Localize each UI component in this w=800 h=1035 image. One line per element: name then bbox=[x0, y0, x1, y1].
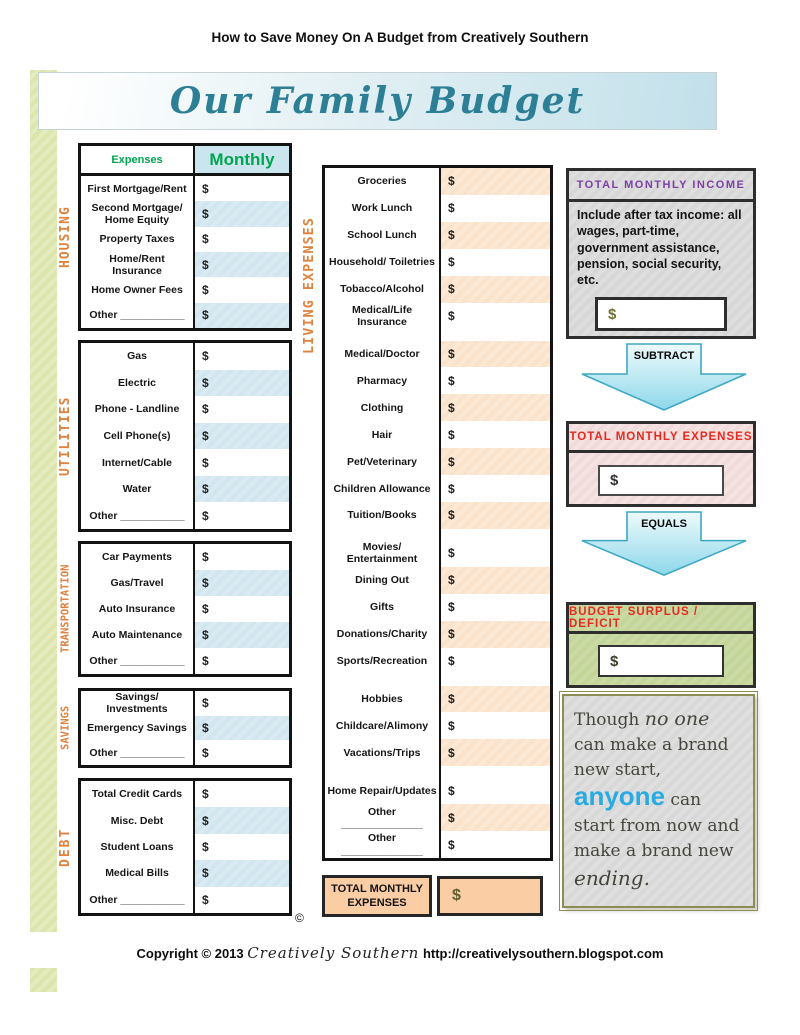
currency-symbol: $ bbox=[448, 745, 455, 760]
expense-row bbox=[81, 544, 289, 570]
amount-cell[interactable] bbox=[439, 621, 550, 648]
section-vertical-label: DEBT bbox=[58, 827, 73, 867]
expense-label: Medical/Life Insurance bbox=[351, 304, 413, 329]
currency-symbol: $ bbox=[202, 787, 209, 802]
quote-highlight-anyone: anyone bbox=[574, 781, 666, 812]
income-box-description: Include after tax income: all wages, part-time, government assistance, pension, social security, etc. bbox=[577, 208, 742, 287]
expense-label: Home Repair/Updates bbox=[327, 784, 437, 797]
currency-symbol: $ bbox=[202, 349, 209, 364]
expense-label: Dining Out bbox=[355, 574, 409, 587]
expense-label: Home Owner Fees bbox=[91, 283, 183, 296]
expense-row bbox=[325, 222, 550, 249]
expense-label: Water bbox=[122, 483, 152, 496]
amount-cell[interactable] bbox=[439, 567, 550, 594]
expense-row bbox=[325, 195, 550, 222]
equals-label: EQUALS bbox=[641, 518, 687, 530]
expense-label: Other ___________ bbox=[89, 654, 185, 667]
expense-row bbox=[325, 648, 550, 675]
amount-cell[interactable] bbox=[193, 502, 289, 529]
amount-cell[interactable] bbox=[193, 596, 289, 622]
expense-label: Tuition/Books bbox=[347, 509, 417, 522]
amount-cell[interactable] bbox=[439, 739, 550, 766]
quote-text: Though bbox=[574, 710, 645, 730]
currency-symbol: $ bbox=[448, 373, 455, 388]
currency-symbol: $ bbox=[448, 783, 455, 798]
subtract-arrow bbox=[579, 343, 749, 413]
expense-label: Cell Phone(s) bbox=[103, 429, 171, 442]
expense-label: Savings/ Investments bbox=[106, 691, 168, 716]
section-vertical-label: TRANSPORTATION bbox=[59, 564, 72, 654]
currency-symbol: $ bbox=[202, 257, 209, 272]
banner bbox=[38, 72, 717, 130]
currency-symbol: $ bbox=[448, 400, 455, 415]
expense-row bbox=[325, 341, 550, 368]
currency-symbol: $ bbox=[202, 181, 209, 196]
expense-row bbox=[81, 303, 289, 328]
expense-row bbox=[81, 622, 289, 648]
expense-row bbox=[81, 834, 289, 860]
expense-row bbox=[81, 860, 289, 886]
expense-row bbox=[325, 448, 550, 475]
expense-label: Pet/Veterinary bbox=[346, 455, 418, 468]
amount-cell[interactable] bbox=[439, 594, 550, 621]
surplus-box-title: BUDGET SURPLUS / DEFICIT bbox=[569, 605, 753, 634]
expense-label: Auto Insurance bbox=[98, 602, 176, 615]
currency-symbol: $ bbox=[202, 813, 209, 828]
expense-label: Property Taxes bbox=[99, 233, 175, 246]
amount-cell[interactable] bbox=[193, 476, 289, 503]
currency-symbol: $ bbox=[610, 472, 619, 489]
expense-row bbox=[325, 594, 550, 621]
expense-row bbox=[325, 804, 550, 831]
currency-symbol: $ bbox=[448, 718, 455, 733]
amount-cell[interactable] bbox=[439, 249, 550, 276]
expense-row bbox=[325, 686, 550, 713]
expense-row bbox=[81, 449, 289, 476]
amount-cell[interactable] bbox=[193, 716, 289, 741]
expense-row bbox=[325, 777, 550, 804]
currency-symbol: $ bbox=[202, 550, 209, 564]
amount-cell[interactable] bbox=[439, 686, 550, 713]
expense-row bbox=[81, 887, 289, 913]
amount-cell[interactable] bbox=[439, 276, 550, 303]
expense-label: Total Credit Cards bbox=[91, 788, 183, 801]
expense-label: Medical Bills bbox=[105, 867, 169, 880]
quote-text-script: ending. bbox=[574, 865, 650, 890]
currency-symbol: $ bbox=[448, 546, 455, 561]
expense-label: Other ___________ bbox=[89, 509, 185, 522]
section-vertical-label: HOUSING bbox=[58, 206, 73, 268]
currency-symbol: $ bbox=[448, 654, 455, 669]
expense-row bbox=[325, 567, 550, 594]
expense-row bbox=[81, 370, 289, 397]
amount-cell[interactable] bbox=[193, 570, 289, 596]
expense-row bbox=[81, 807, 289, 833]
expense-label: Groceries bbox=[357, 175, 407, 188]
currency-symbol: $ bbox=[202, 308, 209, 323]
currency-symbol: $ bbox=[448, 837, 455, 852]
expense-row bbox=[325, 475, 550, 502]
currency-symbol: $ bbox=[448, 691, 455, 706]
amount-cell[interactable] bbox=[439, 831, 550, 858]
expense-row bbox=[81, 476, 289, 503]
expense-row bbox=[81, 781, 289, 807]
expense-label: Pharmacy bbox=[356, 374, 408, 387]
expense-label: Work Lunch bbox=[351, 202, 413, 215]
amount-cell[interactable] bbox=[193, 887, 289, 913]
currency-symbol: $ bbox=[202, 628, 209, 642]
total-monthly-expenses-box bbox=[566, 421, 756, 507]
amount-cell[interactable] bbox=[193, 227, 289, 252]
expense-row bbox=[81, 252, 289, 277]
expense-label: Phone - Landline bbox=[94, 403, 180, 416]
quote-text-script: no one bbox=[644, 708, 710, 730]
group-spacer bbox=[325, 766, 550, 777]
currency-symbol: $ bbox=[448, 309, 455, 324]
currency-symbol: $ bbox=[202, 508, 209, 523]
copyright-line bbox=[0, 944, 800, 962]
expense-label: Second Mortgage/ Home Equity bbox=[91, 201, 183, 226]
amount-cell[interactable] bbox=[193, 176, 289, 201]
currency-symbol: $ bbox=[202, 892, 209, 907]
currency-symbol: $ bbox=[448, 810, 455, 825]
expense-row bbox=[81, 277, 289, 302]
expense-row bbox=[81, 201, 289, 226]
amount-cell[interactable] bbox=[193, 860, 289, 886]
currency-symbol: $ bbox=[202, 482, 209, 497]
amount-cell[interactable] bbox=[193, 622, 289, 648]
expenses-box-title: TOTAL MONTHLY EXPENSES bbox=[569, 424, 753, 453]
group-spacer bbox=[325, 330, 550, 341]
surplus-amount-field[interactable] bbox=[598, 645, 724, 677]
expense-row bbox=[81, 343, 289, 370]
expense-row bbox=[81, 691, 289, 716]
expense-row bbox=[81, 227, 289, 252]
expense-table bbox=[78, 778, 292, 916]
expense-label: Sports/Recreation bbox=[336, 655, 428, 668]
currency-symbol: $ bbox=[448, 600, 455, 615]
amount-cell[interactable] bbox=[439, 394, 550, 421]
expense-label: Internet/Cable bbox=[101, 456, 172, 469]
amount-cell[interactable] bbox=[193, 343, 289, 370]
expense-label: Student Loans bbox=[100, 840, 174, 853]
expense-row bbox=[81, 176, 289, 201]
expense-row bbox=[81, 396, 289, 423]
currency-symbol: $ bbox=[202, 696, 209, 711]
expense-row bbox=[325, 367, 550, 394]
currency-symbol: $ bbox=[202, 232, 209, 247]
currency-symbol: $ bbox=[202, 576, 209, 590]
currency-symbol: $ bbox=[202, 654, 209, 668]
expense-label: Gas bbox=[127, 350, 147, 363]
amount-cell[interactable] bbox=[439, 341, 550, 368]
currency-symbol: $ bbox=[202, 455, 209, 470]
table-header bbox=[81, 146, 289, 176]
group-spacer bbox=[325, 675, 550, 686]
amount-cell[interactable] bbox=[439, 804, 550, 831]
expense-row bbox=[81, 648, 289, 674]
amount-cell[interactable] bbox=[193, 370, 289, 397]
group-spacer bbox=[325, 529, 550, 540]
currency-symbol: $ bbox=[448, 255, 455, 270]
expense-label: Misc. Debt bbox=[110, 814, 164, 827]
amount-cell[interactable] bbox=[439, 303, 550, 330]
expense-label: Home/Rent Insurance bbox=[109, 252, 165, 277]
expense-label: Other ___________ bbox=[89, 893, 185, 906]
copyright-brand: Creatively Southern bbox=[247, 944, 420, 962]
quote-text: can make a brand new start, bbox=[574, 735, 729, 781]
amount-cell[interactable] bbox=[439, 367, 550, 394]
expense-table bbox=[78, 340, 292, 532]
budget-surplus-deficit-box bbox=[566, 602, 756, 688]
expense-label: Electric bbox=[118, 376, 156, 389]
amount-cell[interactable] bbox=[193, 277, 289, 302]
living-expenses-vertical-label: LIVING EXPENSES bbox=[301, 217, 317, 355]
copyright-mark: © bbox=[295, 911, 304, 925]
subtract-label: SUBTRACT bbox=[633, 350, 695, 362]
motivational-quote-box bbox=[562, 694, 755, 908]
expense-label: Auto Maintenance bbox=[91, 628, 183, 641]
expense-row bbox=[81, 570, 289, 596]
amount-cell[interactable] bbox=[439, 475, 550, 502]
expense-row bbox=[325, 303, 550, 330]
expense-row bbox=[81, 716, 289, 741]
amount-cell[interactable] bbox=[193, 252, 289, 277]
currency-symbol: $ bbox=[610, 652, 619, 670]
currency-symbol: $ bbox=[448, 627, 455, 642]
expense-label: First Mortgage/Rent bbox=[87, 182, 187, 195]
currency-symbol: $ bbox=[202, 375, 209, 390]
expense-row bbox=[325, 621, 550, 648]
section-housing bbox=[58, 143, 292, 331]
expense-row bbox=[81, 423, 289, 450]
amount-cell[interactable] bbox=[193, 544, 289, 570]
amount-cell[interactable] bbox=[439, 712, 550, 739]
expense-label: Hobbies bbox=[361, 692, 403, 705]
amount-cell[interactable] bbox=[439, 421, 550, 448]
expense-label: Other ______________ bbox=[341, 832, 423, 857]
currency-symbol: $ bbox=[448, 573, 455, 588]
amount-cell[interactable] bbox=[193, 449, 289, 476]
living-expenses-table bbox=[322, 165, 553, 861]
currency-symbol: $ bbox=[202, 206, 209, 221]
copyright-url[interactable]: http://creativelysouthern.blogspot.com bbox=[422, 946, 664, 961]
currency-symbol: $ bbox=[448, 228, 455, 243]
section-transportation bbox=[59, 541, 292, 677]
copyright-prefix: Copyright © 2013 bbox=[136, 946, 244, 961]
section-savings bbox=[59, 688, 292, 768]
expense-label: Other ___________ bbox=[89, 746, 185, 759]
expense-row bbox=[325, 168, 550, 195]
expense-row bbox=[325, 249, 550, 276]
expense-label: Emergency Savings bbox=[87, 721, 187, 734]
currency-symbol: $ bbox=[202, 429, 209, 444]
currency-symbol: $ bbox=[202, 745, 209, 760]
currency-symbol: $ bbox=[448, 282, 455, 297]
expense-table bbox=[78, 143, 292, 331]
expense-label: Donations/Charity bbox=[336, 628, 428, 641]
expense-row bbox=[325, 712, 550, 739]
quote-text: can start from now and make a brand new bbox=[574, 790, 740, 861]
expense-label: School Lunch bbox=[347, 229, 417, 242]
expense-label: Other ______________ bbox=[341, 805, 423, 830]
currency-symbol: $ bbox=[448, 174, 455, 189]
section-utilities bbox=[58, 340, 292, 532]
monthly-column-header: Monthly bbox=[193, 146, 289, 173]
amount-cell[interactable] bbox=[439, 540, 550, 567]
amount-cell[interactable] bbox=[439, 502, 550, 529]
currency-symbol: $ bbox=[202, 282, 209, 297]
expense-label: Gifts bbox=[370, 601, 394, 614]
amount-cell[interactable] bbox=[193, 807, 289, 833]
amount-cell[interactable] bbox=[193, 396, 289, 423]
currency-symbol: $ bbox=[202, 840, 209, 855]
expense-table bbox=[78, 688, 292, 768]
section-vertical-label: UTILITIES bbox=[58, 396, 73, 476]
expense-row bbox=[325, 831, 550, 858]
amount-cell[interactable] bbox=[439, 222, 550, 249]
currency-symbol: $ bbox=[202, 721, 209, 735]
amount-cell[interactable] bbox=[439, 195, 550, 222]
amount-cell[interactable] bbox=[193, 201, 289, 226]
expense-label: Other ___________ bbox=[89, 309, 185, 322]
amount-cell[interactable] bbox=[439, 777, 550, 804]
amount-cell[interactable] bbox=[193, 781, 289, 807]
expense-row bbox=[325, 421, 550, 448]
currency-symbol: $ bbox=[448, 481, 455, 496]
expenses-column-header: Expenses bbox=[111, 153, 163, 166]
expense-row bbox=[325, 540, 550, 567]
amount-cell[interactable] bbox=[193, 648, 289, 674]
expense-label: Movies/ Entertainment bbox=[346, 541, 418, 566]
total-monthly-expenses-amount-field[interactable] bbox=[437, 876, 543, 916]
expense-row bbox=[81, 740, 289, 765]
currency-symbol: $ bbox=[202, 602, 209, 616]
banner-title: Our Family Budget bbox=[169, 80, 586, 122]
income-box-title: TOTAL MONTHLY INCOME bbox=[569, 171, 753, 202]
expense-label: Household/ Toiletries bbox=[329, 256, 435, 269]
expense-label: Medical/Doctor bbox=[344, 347, 420, 360]
amount-cell[interactable] bbox=[193, 834, 289, 860]
amount-cell[interactable] bbox=[193, 423, 289, 450]
expenses-amount-field[interactable] bbox=[598, 465, 724, 496]
expense-label: Children Allowance bbox=[333, 482, 431, 495]
income-amount-field[interactable] bbox=[595, 297, 727, 331]
amount-cell[interactable] bbox=[193, 691, 289, 716]
section-debt bbox=[58, 778, 292, 916]
currency-symbol: $ bbox=[452, 887, 461, 904]
total-monthly-expenses-label-box: TOTAL MONTHLY EXPENSES bbox=[322, 875, 432, 917]
expense-label: Gas/Travel bbox=[110, 576, 164, 589]
currency-symbol: $ bbox=[448, 346, 455, 361]
expense-label: Vacations/Trips bbox=[343, 746, 421, 759]
expense-label: Childcare/Alimony bbox=[335, 719, 429, 732]
amount-cell[interactable] bbox=[193, 303, 289, 328]
expense-row bbox=[325, 276, 550, 303]
currency-symbol: $ bbox=[448, 427, 455, 442]
currency-symbol: $ bbox=[448, 454, 455, 469]
expense-label: Car Payments bbox=[101, 550, 173, 563]
amount-cell[interactable] bbox=[439, 448, 550, 475]
total-monthly-income-box bbox=[566, 168, 756, 339]
expense-row bbox=[325, 502, 550, 529]
amount-cell[interactable] bbox=[439, 648, 550, 675]
page-title: How to Save Money On A Budget from Creatively Southern bbox=[211, 30, 589, 45]
currency-symbol: $ bbox=[202, 402, 209, 417]
left-accent-square bbox=[30, 968, 57, 992]
left-accent-stripe bbox=[30, 70, 57, 932]
equals-arrow bbox=[579, 511, 749, 578]
expense-row bbox=[81, 502, 289, 529]
amount-cell[interactable] bbox=[439, 168, 550, 195]
expense-label: Tobacco/Alcohol bbox=[340, 283, 424, 296]
currency-symbol: $ bbox=[608, 305, 617, 323]
currency-symbol: $ bbox=[448, 201, 455, 216]
currency-symbol: $ bbox=[202, 866, 209, 881]
expense-row bbox=[325, 739, 550, 766]
amount-cell[interactable] bbox=[193, 740, 289, 765]
expense-row bbox=[81, 596, 289, 622]
expense-table bbox=[78, 541, 292, 677]
section-vertical-label: SAVINGS bbox=[59, 705, 72, 751]
expense-row bbox=[325, 394, 550, 421]
expense-label: Hair bbox=[371, 428, 393, 441]
expense-label: Clothing bbox=[360, 401, 404, 414]
currency-symbol: $ bbox=[448, 508, 455, 523]
